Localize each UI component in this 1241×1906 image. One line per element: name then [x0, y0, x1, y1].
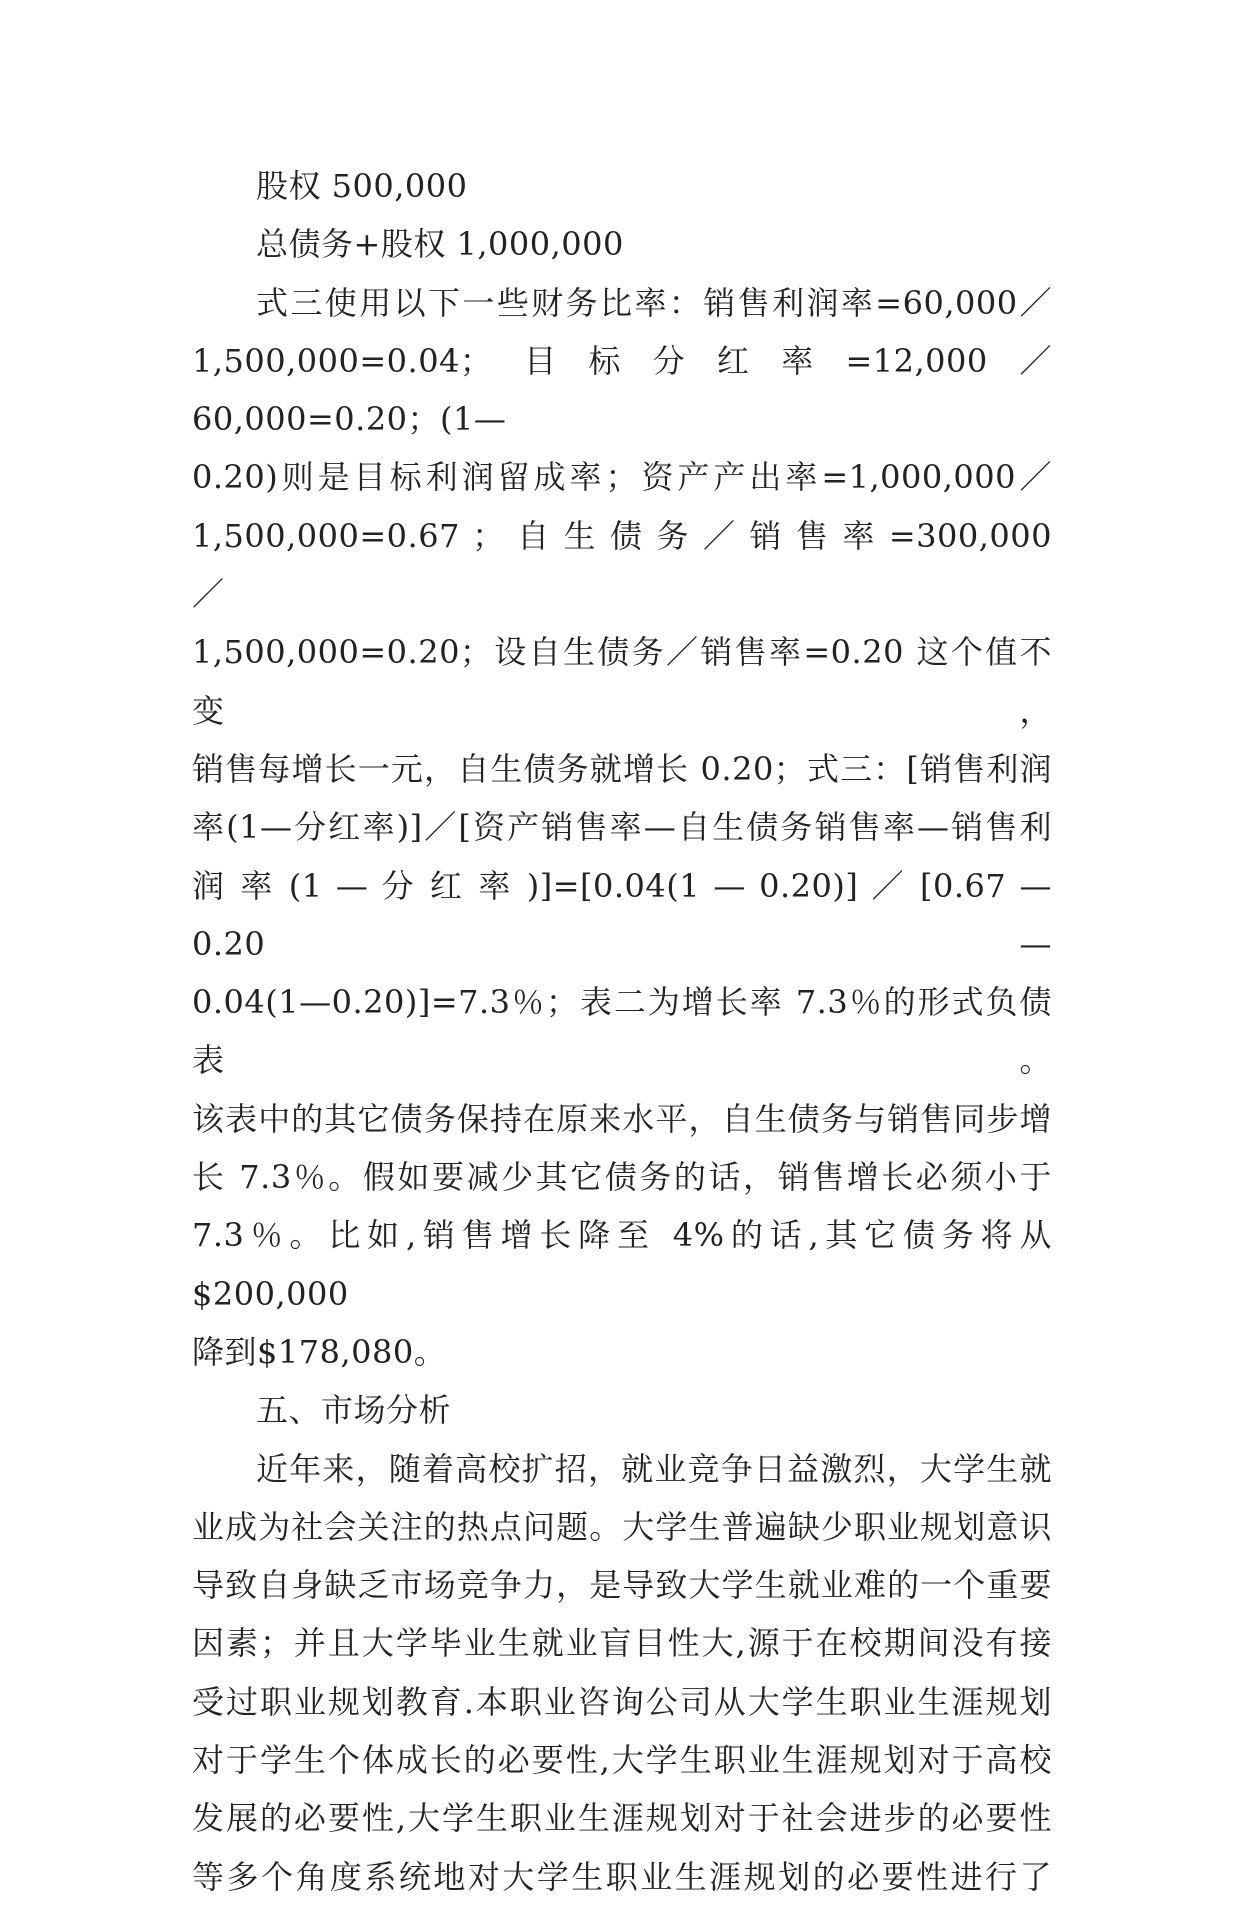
- text-line: 1,500,000=0.67 ； 自 生 债 务 ／ 销 售 率 =300,000 ／: [192, 516, 1052, 614]
- section-heading-market-analysis: 五、市场分析: [256, 1391, 452, 1430]
- text-line: 长 7.3％。假如要减少其它债务的话，销售增长必须小于: [192, 1158, 1052, 1197]
- body-text: [192, 157, 1052, 1906]
- text-line: 业成为社会关注的热点问题。大学生普遍缺少职业规划意识: [192, 1507, 1052, 1546]
- text-line: 销售每增长一元，自生债务就增长 0.20；式三：[销售利润: [192, 749, 1052, 788]
- text-line: 1,500,000=0.20；设自生债务／销售率=0.20 这个值不变，: [192, 633, 1052, 730]
- text-line: 降到$178,080。: [192, 1332, 447, 1371]
- text-line-equity: 股权 500,000: [256, 167, 468, 205]
- text-line: 0.20)则是目标利润留成率；资产产出率=1,000,000／: [192, 458, 1052, 497]
- text-line: 发展的必要性,大学生职业生涯规划对于社会进步的必要性: [192, 1799, 1052, 1838]
- text-line: 润 率 (1 — 分 红 率 )]=[0.04(1 — 0.20)] ／ [0.67 — 0.20 —: [192, 866, 1052, 963]
- text-line: 近年来，随着高校扩招，就业竞争日益激烈，大学生就: [256, 1449, 1052, 1488]
- text-line: 等多个角度系统地对大学生职业生涯规划的必要性进行了: [192, 1857, 1052, 1896]
- text-line: 因素；并且大学毕业生就业盲目性大,源于在校期间没有接: [192, 1624, 1052, 1663]
- text-line: 对于学生个体成长的必要性,大学生职业生涯规划对于高校: [192, 1741, 1052, 1780]
- text-line: 率(1—分红率)]／[资产销售率—自生债务销售率—销售利: [192, 808, 1052, 847]
- text-line: 导致自身缺乏市场竞争力，是导致大学生就业难的一个重要: [192, 1566, 1052, 1605]
- text-line: 1,500,000=0.04；目标分红率=12,000／60,000=0.20；(1—: [192, 341, 1052, 439]
- text-line: 0.04(1—0.20)]=7.3％；表二为增长率 7.3％的形式负债表。: [192, 983, 1052, 1080]
- text-line: 式三使用以下一些财务比率：销售利润率=60,000／: [256, 283, 1052, 322]
- text-line: 受过职业规划教育.本职业咨询公司从大学生职业生涯规划: [192, 1682, 1052, 1721]
- text-line-total-debt-equity: 总债务+股权 1,000,000: [256, 225, 624, 264]
- text-line: 7.3％。比如,销售增长降至 4%的话,其它债务将从$200,000: [192, 1216, 1052, 1313]
- text-line: 该表中的其它债务保持在原来水平，自生债务与销售同步增: [192, 1099, 1052, 1138]
